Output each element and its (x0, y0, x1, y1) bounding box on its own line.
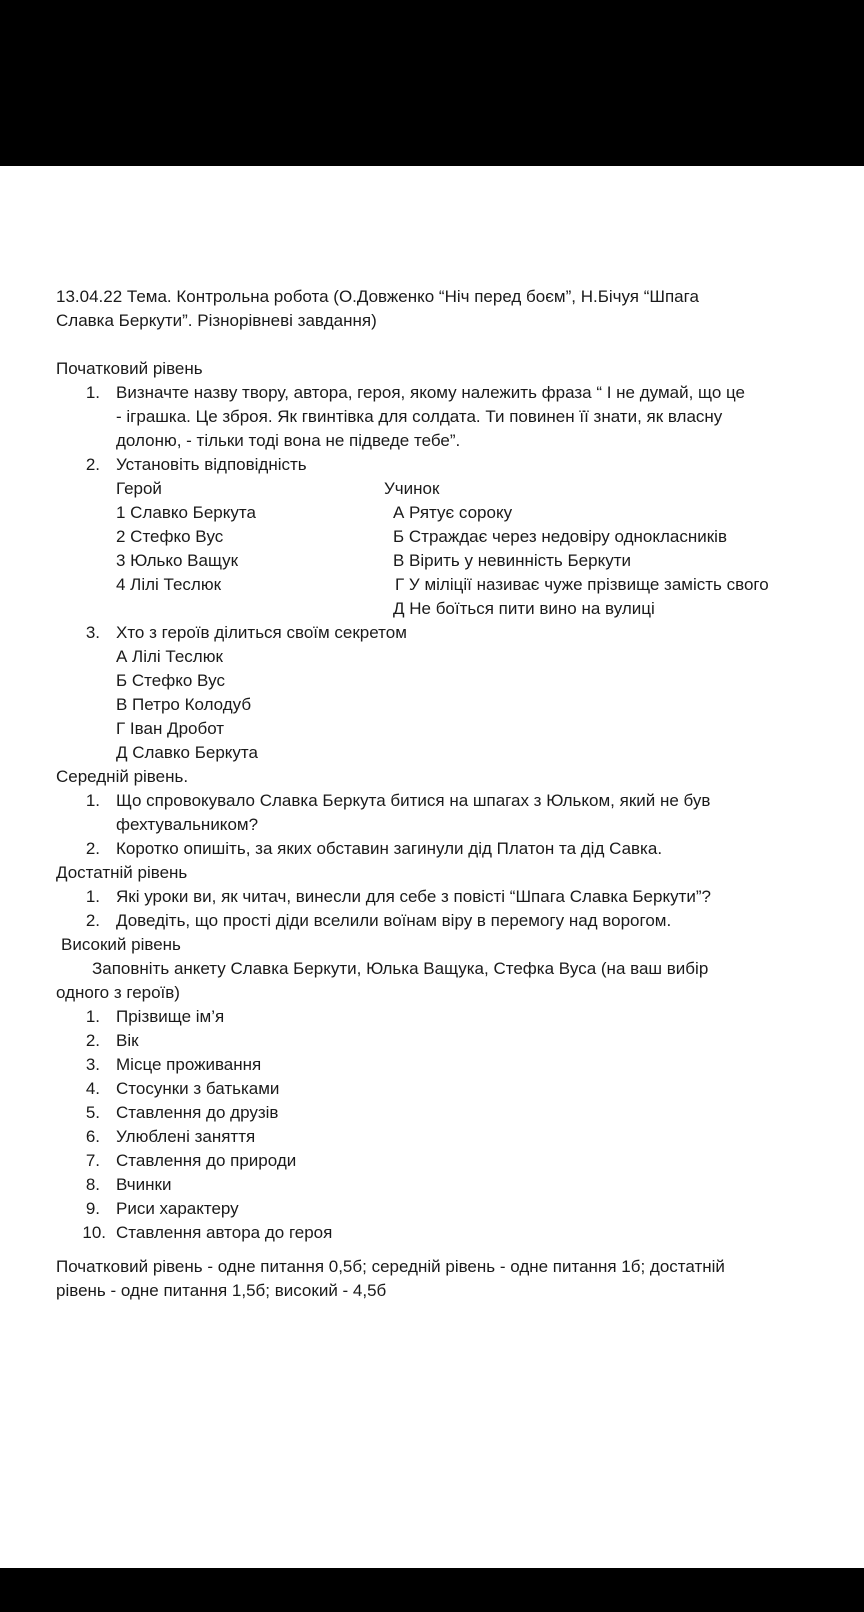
list-item: Стосунки з батьками (116, 1079, 280, 1098)
question-number: 1. (85, 887, 100, 906)
matching-right-item: Г У міліції називає чуже прізвище замість свого (395, 575, 769, 594)
level-1-title: Початковий рівень (56, 359, 203, 378)
question-number: 2. (85, 911, 100, 930)
matching-left-item: 1 Славко Беркута (116, 503, 256, 522)
scoring-line-2: рівень - одне питання 1,5б; високий - 4,5б (56, 1281, 387, 1300)
answer-option: Д Славко Беркута (116, 743, 258, 762)
document-title-line-1: 13.04.22 Тема. Контрольна робота (О.Довженко “Ніч перед боєм”, Н.Бічуя “Шпага (56, 287, 699, 306)
level-4-intro-line-1: Заповніть анкету Славка Беркути, Юлька Ващука, Стефка Вуса (на ваш вибір (92, 959, 709, 978)
matching-right-item: В Вірить у невинність Беркути (393, 551, 631, 570)
list-item-number: 1. (85, 1007, 100, 1026)
level-4-intro-line-2: одного з героїв) (56, 983, 180, 1002)
list-item: Улюблені заняття (116, 1127, 256, 1146)
list-item: Риси характеру (116, 1199, 239, 1218)
level-2-title: Середній рівень. (56, 767, 189, 786)
document-title-line-2: Славка Беркути”. Різнорівневі завдання) (56, 311, 377, 330)
matching-right-item: Д Не боїться пити вино на вулиці (393, 599, 655, 618)
question-number: 1. (85, 791, 100, 810)
matching-right-item: Б Страждає через недовіру однокласників (393, 527, 727, 546)
list-item-number: 9. (85, 1199, 100, 1218)
question-text: Коротко опишіть, за яких обставин загинули дід Платон та дід Савка. (116, 839, 663, 858)
matching-left-item: 3 Юлько Ващук (116, 551, 239, 570)
matching-left-item: 2 Стефко Вус (116, 527, 224, 546)
list-item: Місце проживання (116, 1055, 262, 1074)
answer-option: А Лілі Теслюк (116, 647, 223, 666)
list-item-number: 3. (85, 1055, 100, 1074)
matching-left-header: Герой (116, 479, 162, 498)
question-text: долоню, - тільки тоді вона не підведе тебе”. (116, 431, 461, 450)
question-text: Доведіть, що прості діди вселили воїнам віру в перемогу над ворогом. (116, 911, 672, 930)
matching-right-header: Учинок (384, 479, 440, 498)
list-item: Прізвище ім’я (116, 1007, 225, 1026)
level-4-title: Високий рівень (61, 935, 181, 954)
list-item: Ставлення до природи (116, 1151, 297, 1170)
list-item-number: 7. (85, 1151, 100, 1170)
level-3-title: Достатній рівень (56, 863, 188, 882)
scoring-line-1: Початковий рівень - одне питання 0,5б; середній рівень - одне питання 1б; достатній (56, 1257, 725, 1276)
answer-option: Г Іван Дробот (116, 719, 225, 738)
matching-right-item: А Рятує сороку (393, 503, 513, 522)
list-item: Ставлення автора до героя (116, 1223, 333, 1242)
list-item-number: 4. (85, 1079, 100, 1098)
matching-left-item: 4 Лілі Теслюк (116, 575, 222, 594)
question-text: Хто з героїв ділиться своїм секретом (116, 623, 407, 642)
question-number: 2. (85, 839, 100, 858)
list-item-number: 6. (85, 1127, 100, 1146)
answer-option: Б Стефко Вус (116, 671, 225, 690)
question-text: фехтувальником? (116, 815, 259, 834)
question-text: - іграшка. Це зброя. Як гвинтівка для солдата. Ти повинен її знати, як власну (116, 407, 723, 426)
question-number: 2. (85, 455, 100, 474)
question-text: Визначте назву твору, автора, героя, якому належить фраза “ І не думай, що це (116, 383, 746, 402)
list-item: Вчинки (116, 1175, 172, 1194)
question-text: Установіть відповідність (116, 455, 307, 474)
question-number: 1. (85, 383, 100, 402)
list-item-number: 8. (85, 1175, 100, 1194)
question-text: Що спровокувало Славка Беркута битися на шпагах з Юльком, який не був (116, 791, 711, 810)
list-item-number: 10. (82, 1223, 106, 1242)
list-item: Ставлення до друзів (116, 1103, 279, 1122)
question-number: 3. (85, 623, 100, 642)
list-item: Вік (116, 1031, 139, 1050)
question-text: Які уроки ви, як читач, винесли для себе з повісті “Шпага Славка Беркути”? (116, 887, 711, 906)
list-item-number: 2. (85, 1031, 100, 1050)
answer-option: В Петро Колодуб (116, 695, 252, 714)
list-item-number: 5. (85, 1103, 100, 1122)
